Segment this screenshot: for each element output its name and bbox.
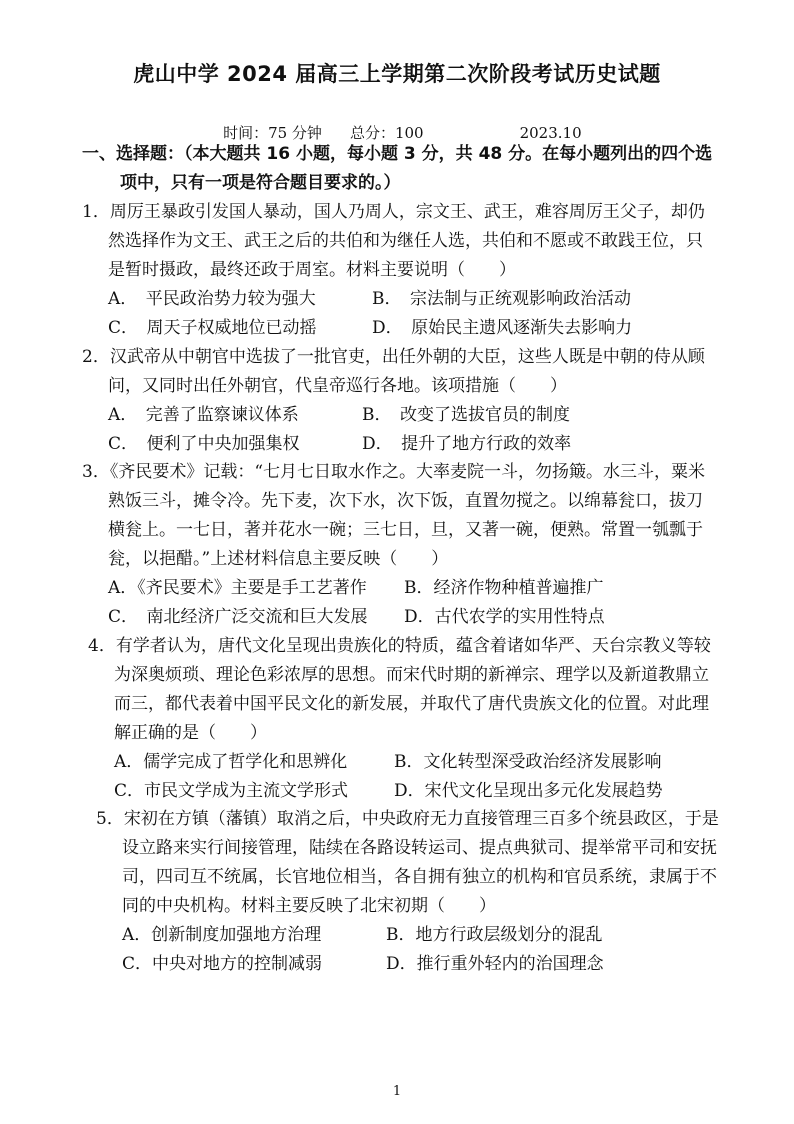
exam-time: 时间：75 分钟 [223,124,322,142]
question-3-option-c: C． 南北经济广泛交流和巨大发展 [108,607,368,627]
question-1-line-3: 是暂时摄政，最终还政于周室。材料主要说明（ ） [108,260,516,280]
question-3-option-b: B．经济作物种植普遍推广 [404,578,604,598]
question-5-options-row-2 [96,950,719,979]
question-5-option-b: B．地方行政层级划分的混乱 [386,925,603,945]
question-4-options-row-2 [88,777,711,806]
question-2-option-a: A． 完善了监察谏议体系 [108,405,299,425]
question-5-option-d: D．推行重外轻内的治国理念 [386,954,604,974]
question-3-option-a: A．《齐民要术》主要是手工艺著作 [108,578,367,598]
exam-title: 虎山中学 2024 届高三上学期第二次阶段考试历史试题 [133,62,661,86]
question-2-option-d: D． 提升了地方行政的效率 [362,434,572,454]
question-4-option-c: C．市民文学成为主流文学形式 [114,781,349,801]
question-5-line-4: 同的中央机构。材料主要反映了北宋初期（ ） [122,896,496,916]
question-3-line-3: 横瓮上。一七日，著并花水一碗；三七日，旦，又著一碗，便熟。常置一瓠瓢于 [108,520,703,540]
question-2-line-2: 问，又同时出任外朝官，代皇帝巡行各地。该项措施（ ） [108,376,567,396]
question-1-options-row-1 [82,285,705,314]
question-3-options-row-1 [82,574,705,603]
question-5-option-c: C．中央对地方的控制减弱 [122,954,323,974]
exam-total-score: 总分：100 [349,124,424,142]
question-2-option-c: C． 便利了中央加强集权 [108,434,300,454]
question-2-line-1: 2．汉武帝从中朝官中选拔了一批官吏，出任外朝的大臣，这些人既是中朝的侍从顾 [82,347,705,367]
question-3-line-2: 熟饭三斗，摊令冷。先下麦，次下水，次下饭，直置勿搅之。以绵幕瓮口，拔刀 [108,491,703,511]
section-instructions-line-2: 项中，只有一项是符合题目要求的。） [120,173,401,193]
question-4-option-a: A．儒学完成了哲学化和思辨化 [114,752,348,772]
question-5-line-3: 司，四司互不统属，长官地位相当，各自拥有独立的机构和官员系统，隶属于不 [122,867,717,887]
question-1-option-b: B． 宗法制与正统观影响政治活动 [372,289,631,309]
section-heading [82,140,782,198]
question-1 [82,198,705,343]
page-number: 1 [392,1084,402,1099]
question-4-line-2: 为深奥烦琐、理论色彩浓厚的思想。而宋代时期的新禅宗、理学以及新道教鼎立 [114,665,709,685]
question-5 [96,805,719,979]
question-5-line-2: 设立路来实行间接管理，陆续在各路设转运司、提点典狱司、提举常平司和安抚 [122,838,717,858]
question-2-option-b: B． 改变了选拔官员的制度 [362,405,570,425]
question-4-options-row-1 [88,748,711,777]
question-1-options-row-2 [82,314,705,343]
question-4 [88,632,711,806]
question-4-line-4: 解正确的是（ ） [114,723,267,743]
question-3-line-4: 瓮，以挹醋。”上述材料信息主要反映（ ） [108,549,449,569]
question-5-line-1: 5．宋初在方镇（藩镇）取消之后，中央政府无力直接管理三百多个统县政区，于是 [96,809,719,829]
question-1-line-2: 然选择作为文王、武王之后的共伯和为继任人选，共伯和不愿或不敢践王位，只 [108,231,703,251]
question-1-line-1: 1．周厉王暴政引发国人暴动，国人乃周人，宗文王、武王，难容周厉王父子，却仍 [82,202,705,222]
section-instructions-line-1: 一、选择题：（本大题共 16 小题，每小题 3 分，共 48 分。在每小题列出的四个选 [82,144,713,164]
question-3-line-1: 3．《齐民要术》记载：“七月七日取水作之。大率麦院一斗，勿扬簸。水三斗，粟米 [82,462,706,482]
question-3 [82,458,705,632]
question-3-option-d: D．古代农学的实用性特点 [404,607,605,627]
question-2-options-row-2 [82,430,705,459]
exam-date: 2023.10 [519,124,582,142]
question-2-options-row-1 [82,401,705,430]
question-1-option-a: A． 平民政治势力较为强大 [108,289,316,309]
question-4-option-b: B．文化转型深受政治经济发展影响 [394,752,662,772]
question-1-option-d: D． 原始民主遗风逐渐失去影响力 [372,318,633,338]
question-5-option-a: A．创新制度加强地方治理 [122,925,322,945]
question-1-option-c: C． 周天子权威地位已动摇 [108,318,317,338]
question-4-line-1: 4．有学者认为，唐代文化呈现出贵族化的特质，蕴含着诸如华严、天台宗教义等较 [88,636,711,656]
question-3-options-row-2 [82,603,705,632]
question-2 [82,343,705,459]
question-5-options-row-1 [96,921,719,950]
question-4-option-d: D．宋代文化呈现出多元化发展趋势 [394,781,663,801]
question-4-line-3: 而三，都代表着中国平民文化的新发展，并取代了唐代贵族文化的位置。对此理 [114,694,709,714]
